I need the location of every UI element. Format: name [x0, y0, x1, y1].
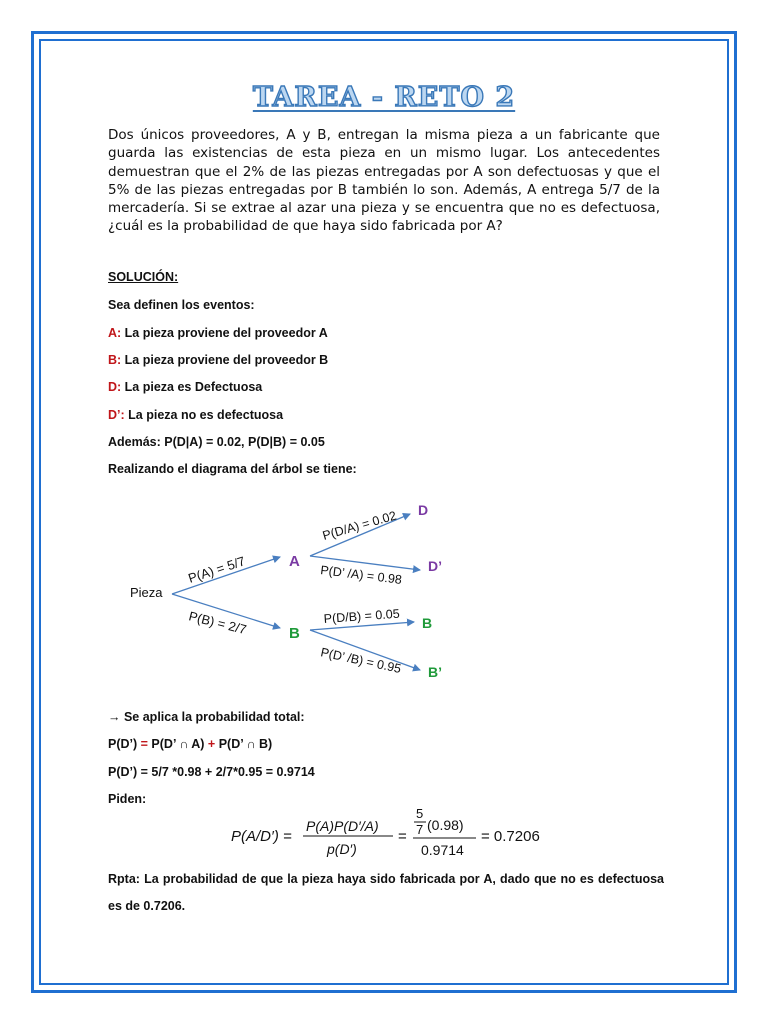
page-title: TAREA - RETO 2: [252, 82, 516, 113]
tree-intro: Realizando el diagrama del árbol se tiene:: [108, 462, 357, 476]
formula-plus: +: [207, 737, 216, 751]
formula-equals: =: [140, 737, 148, 751]
edge-label-pb: P(B) = 2/7: [187, 608, 249, 638]
bayes-denominator: p(D′): [327, 841, 357, 857]
edge-label-db: P(D/B) = 0.05: [323, 606, 401, 626]
problem-statement: Dos únicos proveedores, A y B, entregan la misma pieza a un fabricante que guarda las existencias de esta pieza en un mismo lugar. Los antecedentes demuestran que el 2% de las piezas entregadas por A son defectuosas y que el 5% de las piezas entregadas por B también lo son. Además, A entrega 5/7 de la mercadería. Si se extrae al azar una pieza y se encuentra que no es defectuosa, ¿cuál es la probabilidad de que haya sido fabricada por A?: [108, 127, 660, 235]
bayes-lhs: P(A/D′) =: [231, 828, 292, 845]
node-a-label: A: [289, 553, 300, 570]
formula-lhs: P(D’): [108, 737, 141, 751]
edge-label-da: P(D/A) = 0.02: [320, 508, 398, 543]
solution-heading: SOLUCIÓN:: [108, 270, 179, 284]
bayes-numerator: P(A)P(D′/A): [306, 818, 379, 834]
tree-root-label: Pieza: [130, 585, 163, 600]
event-text: La pieza proviene del proveedor A: [121, 326, 328, 340]
event-key: D:: [108, 380, 122, 394]
bayes-small-num: 5: [416, 806, 424, 821]
event-key: D’:: [108, 408, 125, 422]
bayes-equals: =: [398, 828, 407, 845]
probability-tree-diagram: [0, 490, 768, 700]
event-a: [108, 326, 328, 340]
event-key: B:: [108, 353, 122, 367]
piden-label: Piden:: [108, 792, 147, 806]
event-text: La pieza proviene del proveedor B: [121, 353, 329, 367]
edge-label-dpa: P(D’ /A) = 0.98: [319, 563, 403, 587]
event-text: La pieza no es defectuosa: [124, 408, 284, 422]
bayes-numerator-2: (0.98): [427, 817, 464, 833]
given-probabilities: Además: P(D|A) = 0.02, P(D|B) = 0.05: [108, 435, 325, 449]
bayes-denominator-2: 0.9714: [421, 842, 464, 858]
total-probability-step: → Se aplica la probabilidad total:: [108, 710, 305, 724]
edge-label-dpb: P(D’ /B) = 0.95: [319, 645, 403, 676]
bayes-result: = 0.7206: [481, 828, 540, 845]
total-probability-formula: [108, 737, 272, 751]
leaf-dprime-label: D’: [428, 558, 442, 574]
node-b-label: B: [289, 625, 300, 642]
answer-text: Rpta: La probabilidad de que la pieza haya sido fabricada por A, dado que no es defectuosa es de 0.7206.: [108, 872, 664, 913]
edge-label-pa: P(A) = 5/7: [186, 553, 247, 586]
leaf-b-label: B: [422, 615, 433, 631]
event-key: A:: [108, 326, 122, 340]
leaf-d-label: D: [418, 502, 429, 518]
event-d: [108, 380, 262, 394]
bayes-formula: [0, 802, 768, 862]
leaf-bprime-label: B’: [428, 664, 442, 680]
event-d-prime: [108, 408, 283, 422]
events-intro: Sea definen los eventos:: [108, 298, 255, 312]
bayes-small-den: 7: [416, 822, 424, 837]
event-b: [108, 353, 328, 367]
formula-term-1: P(D’ ∩ A): [147, 737, 208, 751]
event-text: La pieza es Defectuosa: [121, 380, 263, 394]
total-probability-value: P(D’) = 5/7 *0.98 + 2/7*0.95 = 0.9714: [108, 765, 315, 779]
formula-term-2: P(D’ ∩ B): [215, 737, 273, 751]
